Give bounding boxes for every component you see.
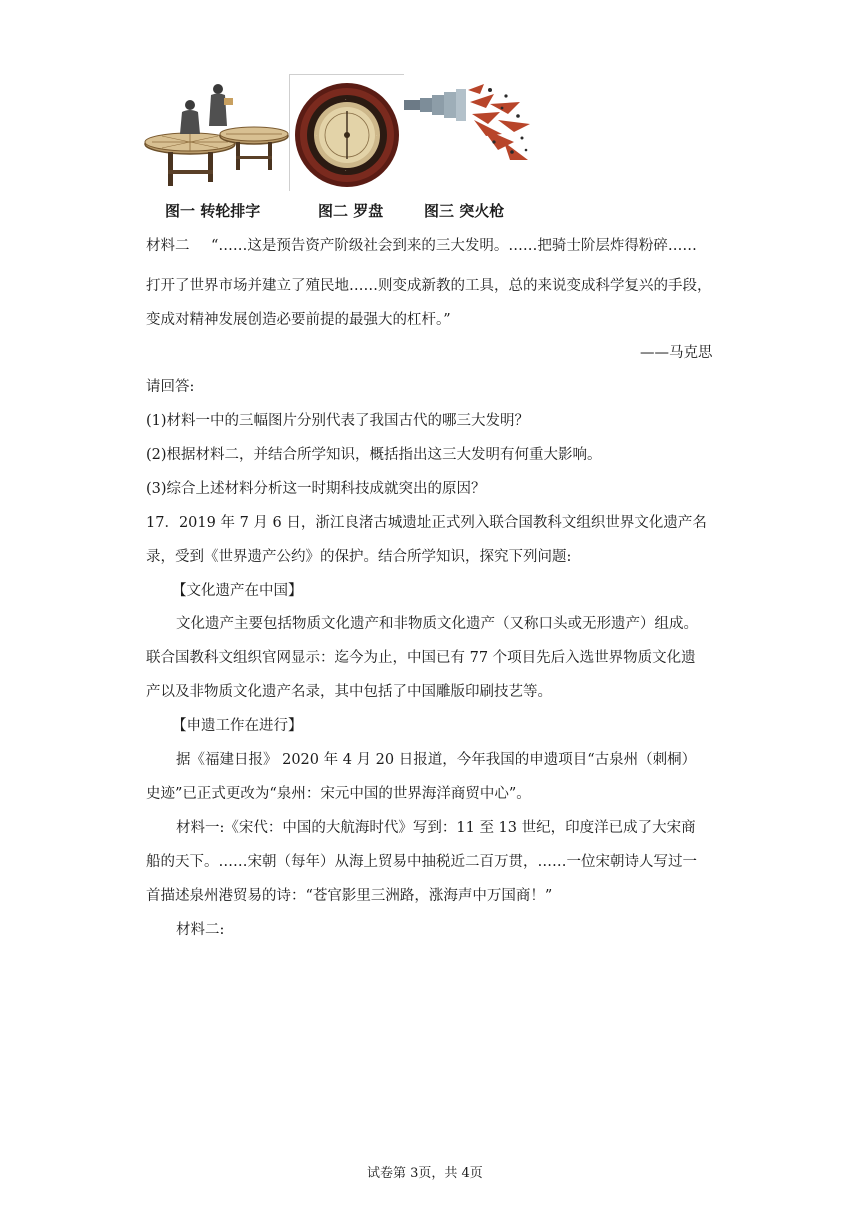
fire-lance-illustration	[402, 80, 535, 188]
material-1-line-1: 材料一:《宋代：中国的大航海时代》写到：11 至 13 世纪，印度洋已成了大宋商	[176, 820, 696, 836]
svg-text:·: ·	[345, 97, 347, 103]
figure-2-caption: 图二 罗盘	[318, 202, 384, 220]
q17-line-2: 录，受到《世界遗产公约》的保护。结合所学知识，探究下列问题:	[146, 549, 572, 565]
page-footer: 试卷第 3页，共 4页	[367, 1166, 483, 1181]
question-prompt: 请回答:	[146, 379, 195, 395]
section-2-title: 【申遗工作在进行】	[172, 718, 303, 734]
figure-3-caption: 图三 突火枪	[424, 202, 505, 220]
section-1-paragraph-line-1: 文化遗产主要包括物质文化遗产和非物质文化遗产（又称口头或无形遗产）组成。	[176, 616, 698, 632]
material-2-quote-line-2: 打开了世界市场并建立了殖民地……则变成新教的工具，总的来说变成科学复兴的手段，	[146, 278, 712, 294]
question-2: (2)根据材料二，并结合所学知识，概括指出这三大发明有何重大影响。	[146, 447, 602, 463]
figure-compass	[289, 74, 404, 191]
material-2-quote-line-3: 变成对精神发展创造必要前提的最强大的杠杆。”	[146, 312, 451, 328]
svg-text:·: ·	[345, 168, 347, 174]
material-2-heading: 材料二:	[176, 922, 225, 938]
rotating-type-illustration	[142, 78, 292, 193]
figure-fire-lance	[402, 80, 535, 188]
material-1-line-3: 首描述泉州港贸易的诗：“苍官影里三洲路，涨海声中万国商！”	[146, 888, 553, 904]
material-1-line-2: 船的天下。……宋朝（每年）从海上贸易中抽税近二百万贯，……一位宋朝诗人写过一	[146, 854, 697, 870]
svg-text:·: ·	[316, 133, 318, 139]
material-2-label: 材料二	[146, 238, 190, 254]
section-1-paragraph-line-2: 联合国教科文组织官网显示：迄今为止，中国已有 77 个项目先后入选世界物质文化遗	[146, 650, 696, 666]
section-1-paragraph-line-3: 产以及非物质文化遗产名录，其中包括了中国雕版印刷技艺等。	[146, 684, 552, 700]
material-2-attribution: ——马克思	[640, 345, 713, 361]
svg-text:·: ·	[376, 133, 378, 139]
material-2-quote-line-1: “……这是预告资产阶级社会到来的三大发明。……把骑士阶层炸得粉碎……	[211, 238, 697, 254]
q17-line-1: 17．2019 年 7 月 6 日，浙江良渚古城遗址正式列入联合国教科文组织世界文化遗产名	[146, 515, 707, 531]
compass-illustration	[290, 75, 404, 191]
figure-rotating-type-table	[142, 78, 292, 193]
figure-1-caption: 图一 转轮排字	[165, 202, 261, 220]
section-1-title: 【文化遗产在中国】	[172, 583, 303, 599]
section-2-paragraph-line-1: 据《福建日报》 2020 年 4 月 20 日报道，今年我国的申遗项目“古泉州（刺桐）	[176, 752, 697, 768]
question-3: (3)综合上述材料分析这一时期科技成就突出的原因？	[146, 481, 486, 497]
section-2-paragraph-line-2: 史迹”已正式更改为“泉州：宋元中国的世界海洋商贸中心”。	[146, 786, 531, 802]
question-1: (1)材料一中的三幅图片分别代表了我国古代的哪三大发明？	[146, 413, 530, 429]
